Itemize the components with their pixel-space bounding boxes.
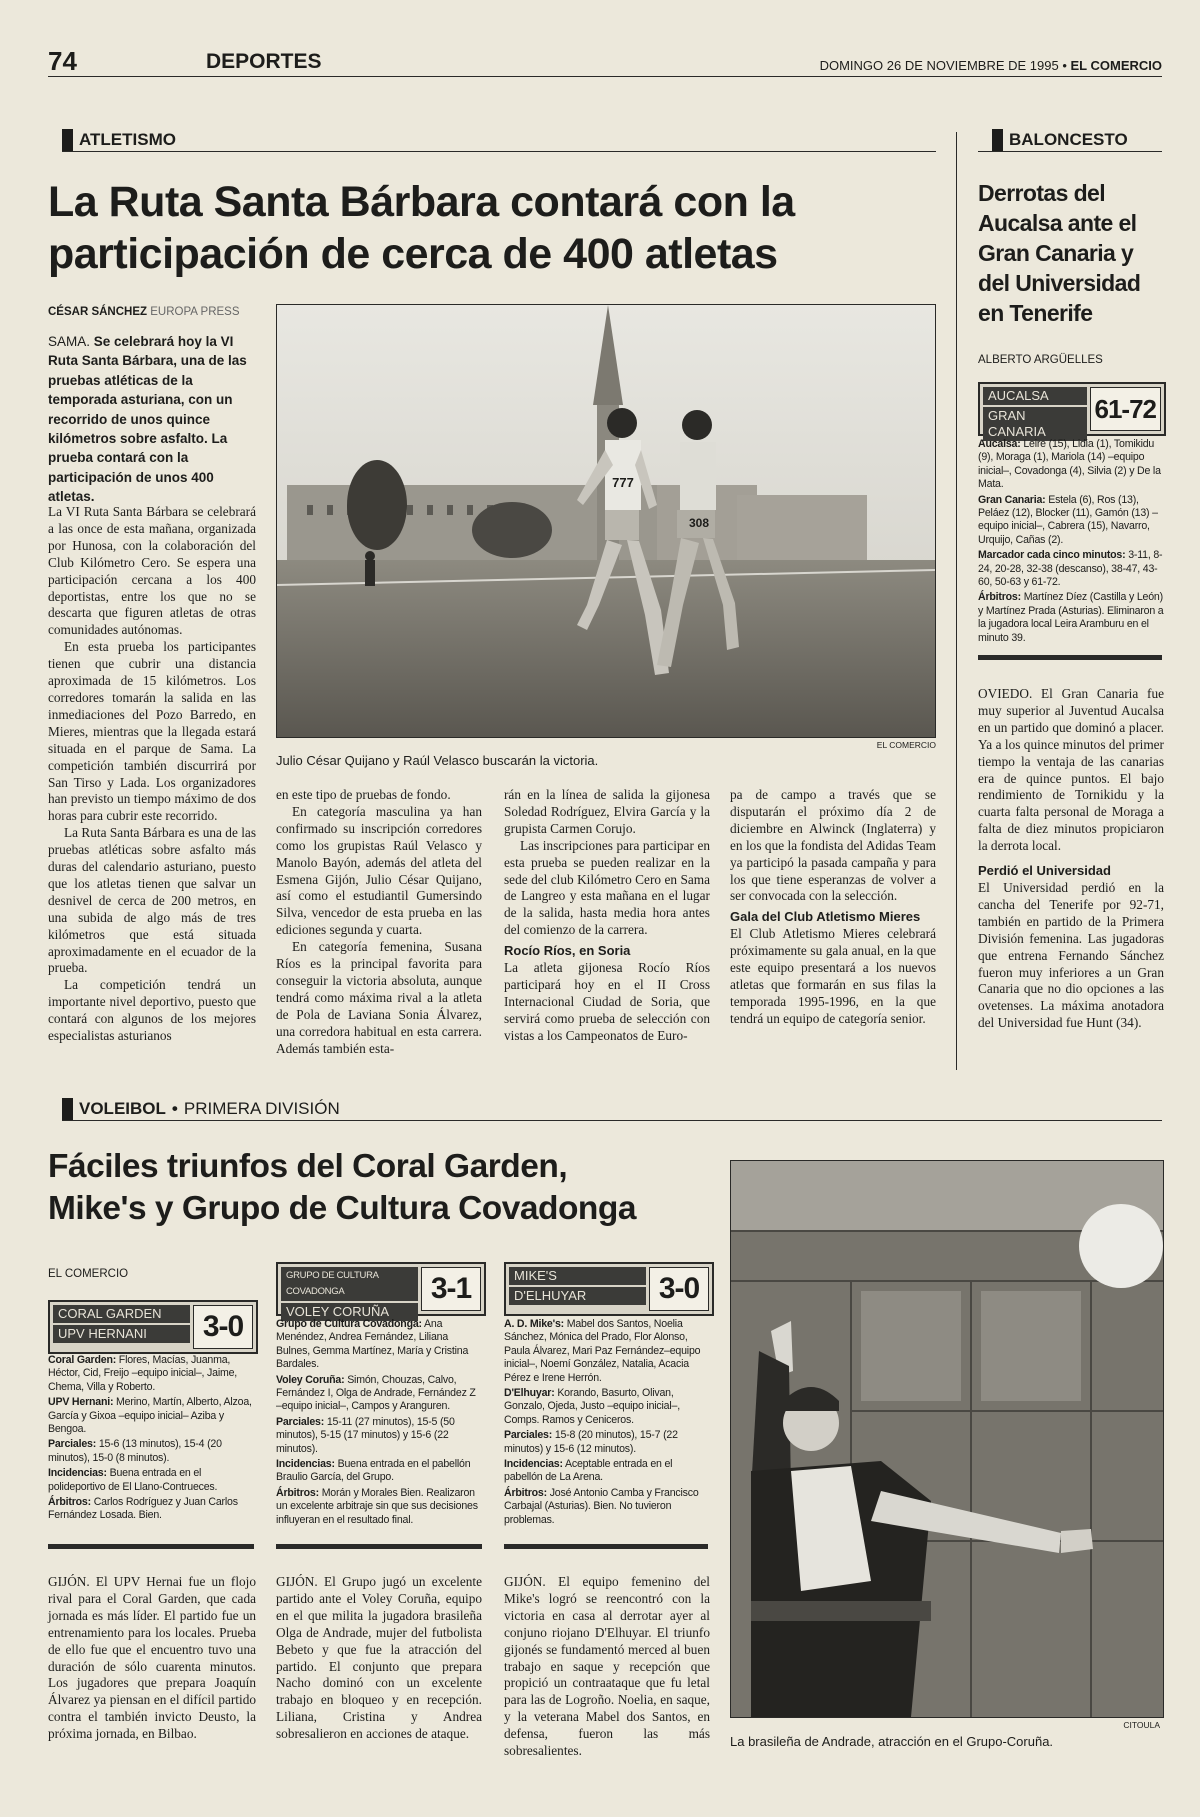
baloncesto-headline: Derrotas del Aucalsa ante el Gran Canaria y del Universidad en Tenerife <box>978 180 1141 326</box>
ficha-label: Voley Coruña: <box>276 1373 345 1386</box>
team-a: CORAL GARDEN <box>53 1305 190 1323</box>
voleibol-photo-credit: CITOULA <box>1123 1720 1160 1730</box>
ficha-text: 15-8 (20 minutos), 15-7 (22 minutos) y 15-6 (12 minutos). <box>504 1429 678 1455</box>
atletismo-headline-line2: participación de cerca de 400 atletas <box>48 230 778 278</box>
ficha-text: Carlos Rodríguez y Juan Carlos Fernández Losada. Bien. <box>48 1496 238 1522</box>
paragraph: La competición tendrá un importante nivel deportivo, puesto que contará con algunos de los mejores especialistas asturianos <box>48 977 256 1044</box>
match3-ficha <box>504 1318 710 1529</box>
ficha-text: Flores, Macías, Juanma, Héctor, Cid, Freijo –equipo inicial–, Jaime, Chema, Villa y Roberto. <box>48 1354 238 1393</box>
ficha-line <box>978 494 1164 548</box>
voleibol-headline-line1: Fáciles triunfos del Coral Garden, <box>48 1148 568 1185</box>
baloncesto-ficha <box>978 438 1164 647</box>
ficha-line <box>276 1458 484 1485</box>
final-score: 3-1 <box>421 1267 481 1311</box>
ficha-text: Buena entrada en el pabellón Braulio García, del Grupo. <box>276 1458 471 1484</box>
byline-name: CÉSAR SÁNCHEZ <box>48 306 148 318</box>
match1-scoreboard <box>48 1300 258 1354</box>
ficha-text: Morán y Morales Bien. Realizaron un excelente arbitraje sin que sus decisiones influyeran en el resultado final. <box>276 1486 478 1526</box>
team-b: UPV HERNANI <box>53 1325 190 1343</box>
atletismo-section-label <box>62 129 176 151</box>
ficha-text: 15-6 (13 minutos), 15-4 (20 minutos), 15-0 (8 minutos). <box>48 1438 222 1464</box>
atletismo-photo-caption: Julio César Quijano y Raúl Velasco buscarán la victoria. <box>276 753 599 768</box>
ficha-line <box>978 549 1164 589</box>
atletismo-photo <box>276 304 936 738</box>
baloncesto-rule <box>978 151 1162 152</box>
atletismo-col4 <box>730 787 936 1028</box>
match2-ficha-rule <box>276 1544 482 1549</box>
match3-ficha-rule <box>504 1544 708 1549</box>
baloncesto-scoreboard <box>978 382 1166 439</box>
volleyball <box>1079 1204 1163 1288</box>
atletismo-col2 <box>276 787 482 1058</box>
subheading-gala: Gala del Club Atletismo Mieres <box>730 909 921 925</box>
paper-name: EL COMERCIO <box>1070 58 1162 73</box>
ficha-label: Árbitros: <box>978 591 1021 604</box>
column-divider <box>956 132 957 1070</box>
section-title: DEPORTES <box>206 50 322 73</box>
ficha-text: Ana Menéndez, Andrea Fernández, Liliana Bulnes, Gemma Martínez, María y Cristina Bardales. <box>276 1318 469 1371</box>
ficha-line <box>276 1374 484 1414</box>
match2-ficha <box>276 1318 484 1529</box>
ficha-label: Incidencias: <box>276 1458 335 1471</box>
ficha-text: Simón, Chouzas, Calvo, Fernández I, Olga de Andrade, Fernández Z –equipo inicial–, Campos y Aranguren. <box>276 1373 476 1413</box>
ficha-line <box>48 1438 256 1465</box>
ficha-label: Grupo de Cultura Covadonga: <box>276 1318 422 1330</box>
ficha-label: Coral Garden: <box>48 1354 117 1366</box>
ficha-line <box>276 1487 484 1527</box>
atletismo-label-text: ATLETISMO <box>79 130 176 149</box>
scoreboard-teams <box>281 1267 418 1319</box>
issue-date <box>820 58 1162 73</box>
ficha-text: Buena entrada en el polideportivo de El Llano-Contrueces. <box>48 1467 218 1493</box>
baloncesto-body <box>978 686 1164 1032</box>
voleibol-sub-label: PRIMERA DIVISIÓN <box>183 1099 340 1118</box>
voleibol-headline-line2: Mike's y Grupo de Cultura Covadonga <box>48 1190 636 1227</box>
atletismo-byline <box>48 306 240 318</box>
ficha-label: Árbitros: <box>48 1496 91 1509</box>
paragraph: Las inscripciones para participar en esta prueba se pueden realizar en la sede del club Kilómetro Cero en Sama de Langreo y esta mañana en el lugar de la salida, hasta media hora antes del comienzo de la carrera. <box>504 837 710 938</box>
byline-agency: EUROPA PRESS <box>150 306 240 318</box>
voleibol-byline: EL COMERCIO <box>48 1268 129 1280</box>
match1-ficha <box>48 1354 256 1525</box>
ficha-label: D'Elhuyar: <box>504 1387 555 1400</box>
section-marker <box>992 129 1003 151</box>
ficha-text: Estela (6), Ros (13), Peláez (12), Blocker (11), Gamón (13) –equipo inicial–, Cabrera (15), Navarro, Urquijo, Cañas (2). <box>978 493 1158 546</box>
ficha-label: Parciales: <box>48 1438 97 1451</box>
scoreboard-teams <box>983 387 1087 439</box>
ficha-line <box>504 1318 710 1385</box>
paragraph: pa de campo a través que se disputarán el próximo día 2 de diciembre en Alwinck (Inglaterra) y en los que la fondista del Adidas Team ya participó la pasada campaña y para los que tiene esperanzas de volver a ser convocada con la selección. <box>730 787 936 904</box>
ficha-line <box>276 1318 484 1372</box>
paragraph: OVIEDO. El Gran Canaria fue muy superior al Juventud Aucalsa en un partido que dominó a placer. Ya a los quince minutos del primer tiempo la ventaja de las canarias era de quince puntos. El bajo rendimiento de Tornikidu y la cuarta falta personal de Moraga a falta de diez minutos propiciaron la derrota local. <box>978 686 1164 854</box>
section-separator: • <box>171 1099 178 1118</box>
voleibol-label-text: VOLEIBOL <box>79 1099 166 1118</box>
ficha-line <box>978 591 1164 645</box>
ficha-label: Parciales: <box>504 1429 553 1442</box>
volleyball-photo-illustration <box>731 1161 1163 1717</box>
paragraph: La atleta gijonesa Rocío Ríos participará hoy en el II Cross Internacional Ciudad de Soria, que servirá como prueba de selección con vistas a los Campeonatos de Euro- <box>504 960 710 1043</box>
paragraph: GIJÓN. El equipo femenino del Mike's logró se reencontró con la victoria en casa al derrotar ayer al conjuno riojano D'Elhuyar. El triunfo gijonés se fundamentó merced al buen trabajo en saque y recepción que propició un contraataque que fu letal para las de Logroño. Noelia, en saque, y la veterana Mabel dos Santos, en defensa, fueron las más sobresalientes. <box>504 1574 710 1759</box>
page-number: 74 <box>48 46 77 76</box>
baloncesto-section-label <box>992 129 1128 151</box>
atletismo-headline-line1: La Ruta Santa Bárbara contará con la <box>48 178 795 226</box>
match3-body <box>504 1574 710 1760</box>
lead-text: Se celebrará hoy la VI Ruta Santa Bárbara, una de las pruebas atléticas de la temporada asturiana, con un recorrido de unos quince kilómetros sobre asfalto. La prueba contará con la participación de unos 400 atletas. <box>48 334 247 505</box>
final-score: 3-0 <box>649 1267 709 1311</box>
ficha-label: Árbitros: <box>504 1486 547 1499</box>
paragraph: rán en la línea de salida la gijonesa Soledad Rodríguez, Elvira García y la grupista Carmen Corujo. <box>504 787 710 836</box>
match2-body <box>276 1574 482 1743</box>
baloncesto-byline: ALBERTO ARGÜELLES <box>978 354 1103 366</box>
ficha-line <box>48 1467 256 1494</box>
ficha-text: Merino, Martín, Alberto, Alzoa, García y Gixoa –equipo inicial– Aziba y Bengoa. <box>48 1396 252 1436</box>
paragraph: GIJÓN. El UPV Hernai fue un flojo rival para el Coral Garden, que cada jornada es más líder. El partido fue un entrenamiento para los locales. Prueba de ello fue que el encuentro tuvo una duración de sólo cuarenta minutos. Los jugadores que prepara Joaquín Álvarez ya piensan en el difícil partido contra el también invicto Deusto, la próxima jornada, en Bilbao. <box>48 1574 256 1742</box>
team-away: GRAN CANARIA <box>983 407 1087 441</box>
atletismo-lead <box>48 332 256 507</box>
team-a: MIKE'S <box>509 1267 646 1285</box>
date-text: DOMINGO 26 DE NOVIEMBRE DE 1995 • <box>819 58 1067 73</box>
match1-ficha-rule <box>48 1544 254 1549</box>
paragraph: El Universidad perdió en la cancha del Tenerife por 92-71, también en partido de la Primera División femenina. Las jugadoras que entrena Fernando Sánchez fueron muy inferiores a un Gran Canaria que no dio opciones a las ovetenses. La máxima anotadora del Universidad fue Hunt (34). <box>978 879 1164 1031</box>
lead-place: SAMA. <box>48 334 91 349</box>
bib-308: 308 <box>688 516 710 530</box>
ficha-line <box>276 1416 484 1456</box>
final-score: 61-72 <box>1090 387 1162 431</box>
match3-scoreboard <box>504 1262 714 1316</box>
paragraph: GIJÓN. El Grupo jugó un excelente partido ante el Voley Coruña, equipo en el que milita la jugadora brasileña Olga de Andrade, mujer del futbolista Bebeto y que fue la atracción del partido. El conjunto que prepara Nacho dominó con un excelente trabajo en bloqueo y en recepción. Liliana, Cristina y Andrea sobresalieron en acciones de ataque. <box>276 1574 482 1742</box>
paragraph: En categoría femenina, Susana Ríos es la principal favorita para conseguir la victoria absoluta, aunque tendrá como máxima rival a la atleta de Pola de Laviana Sonia Álvarez, una corredora habitual en esta carrera. Además también esta- <box>276 939 482 1056</box>
paragraph: en este tipo de pruebas de fondo. <box>276 787 451 802</box>
scoreboard-teams <box>509 1267 646 1311</box>
ficha-line <box>504 1458 710 1485</box>
ficha-text: Leire (15), Lidia (1), Tomikidu (9), Moraga (1), Mariola (14) –equipo inicial–, Covadonga (4), Silvia (2) y De la Mata. <box>978 438 1161 491</box>
voleibol-headline <box>48 1146 728 1230</box>
baloncesto-ficha-rule <box>978 655 1162 660</box>
team-home: AUCALSA <box>983 387 1087 405</box>
scoreboard-teams <box>53 1305 190 1349</box>
ficha-text: 15-11 (27 minutos), 15-5 (50 minutos), 5-15 (17 minutos) y 15-6 (22 minutos). <box>276 1415 455 1455</box>
team-b: VOLEY CORUÑA <box>281 1303 418 1321</box>
section-marker <box>62 129 73 151</box>
ficha-text: Mabel dos Santos, Noelia Sánchez, Mónica del Prado, Flor Alonso, Paula Álvarez, Mari Paz Fernández–equipo inicial–, Noemí González, Natalia, Acacia Pérez e Irene Herrón. <box>504 1318 701 1384</box>
team-a: GRUPO DE CULTURA COVADONGA <box>281 1267 418 1301</box>
ficha-text: 3-11, 8-24, 20-28, 32-38 (descanso), 38-47, 43-60, 50-63 y 61-72. <box>978 549 1163 589</box>
ficha-label: Árbitros: <box>276 1486 319 1499</box>
paragraph: En esta prueba los participantes tienen que cubrir una distancia aproximada de 15 kilómetros. Los corredores tomarán la salida en las inmediaciones del Pozo Barredo, en Mieres, mientras que la llegada estará situada en el parque de Sama. La competición también discurrirá por San Tirso y Lada. Los organizadores han previsto un tiempo máximo de dos horas para cubrir este recorrido. <box>48 639 256 824</box>
paragraph: La VI Ruta Santa Bárbara se celebrará a las once de esta mañana, organizada por Hunosa, con la colaboración del Club Kilómetro Cero. Se espera una participación cercana a los 400 deportistas, entre los que no se descarta que figuren atletas de otras comunidades autónomas. <box>48 504 256 638</box>
atletismo-photo-credit: EL COMERCIO <box>876 740 936 750</box>
ficha-line <box>48 1496 256 1523</box>
ficha-label: Marcador cada cinco minutos: <box>978 549 1126 562</box>
ficha-text: Martínez Díez (Castilla y León) y Martínez Prada (Asturias). Eliminaron a la jugadora local Leira Aramburu en el minuto 39. <box>978 591 1164 644</box>
section-marker <box>62 1098 73 1120</box>
bib-777: 777 <box>612 475 634 490</box>
ficha-line <box>48 1396 256 1436</box>
voleibol-photo <box>730 1160 1164 1718</box>
voleibol-section-label <box>62 1098 340 1120</box>
ficha-label: UPV Hernani: <box>48 1396 114 1409</box>
paragraph: En categoría masculina ya han confirmado su inscripción corredores como los grupistas Raúl Velasco y Manolo Bayón, además del atleta del Esmena Gijón, Julio César Quijano, así como el estudiantil Gumersindo Silva, vencedor de esta prueba en las ediciones segunda y cuarta. <box>276 803 482 938</box>
voleibol-photo-caption: La brasileña de Andrade, atracción en el Grupo-Coruña. <box>730 1734 1054 1749</box>
ficha-label: Parciales: <box>276 1415 325 1428</box>
subheading-rocio-rios: Rocío Ríos, en Soria <box>504 943 631 959</box>
paragraph: La Ruta Santa Bárbara es una de las pruebas atléticas sobre asfalto más duras del calendario asturiano, puesto que los atletas tienen que salvar un desnivel de cerca de 200 metros, en una subida de algo más de tres kilómetros que está situada aproximadamente en el ecuador de la prueba. <box>48 825 256 976</box>
ficha-label: Gran Canaria: <box>978 493 1046 506</box>
ficha-text: Korando, Basurto, Olivan, Gonzalo, Ojeda, Justo –equipo inicial–, Comps. Ramos y Ceniceros. <box>504 1387 680 1426</box>
ficha-text: José Antonio Camba y Francisco Carbajal (Asturias). Bien. No tuvieron problemas. <box>504 1486 699 1526</box>
ficha-label: Aucalsa: <box>978 438 1021 450</box>
ficha-line <box>504 1487 710 1527</box>
atletismo-col3 <box>504 787 710 1045</box>
team-b: D'ELHUYAR <box>509 1287 646 1305</box>
match1-body <box>48 1574 256 1743</box>
ficha-line <box>504 1429 710 1456</box>
atletismo-col1 <box>48 504 256 1045</box>
ficha-line <box>504 1387 710 1427</box>
atletismo-rule <box>62 151 936 152</box>
ficha-label: Incidencias: <box>48 1467 107 1480</box>
runners-photo-illustration <box>277 305 935 737</box>
paragraph: El Club Atletismo Mieres celebrará próximamente su gala anual, en la que este equipo presentará a los nuevos atletas que formarán en sus filas la temporada 1995-1996, en la que tendrá un equipo de categoría senior. <box>730 926 936 1026</box>
masthead-rule <box>48 76 1162 77</box>
atletismo-headline <box>48 176 938 280</box>
ficha-text: Aceptable entrada en el pabellón de La Arena. <box>504 1458 673 1484</box>
match2-scoreboard <box>276 1262 486 1319</box>
voleibol-rule <box>62 1120 1162 1121</box>
ficha-label: Incidencias: <box>504 1458 563 1471</box>
ficha-line <box>48 1354 256 1394</box>
ficha-line <box>978 438 1164 492</box>
ficha-label: A. D. Mike's: <box>504 1318 564 1330</box>
final-score: 3-0 <box>193 1305 253 1349</box>
baloncesto-label-text: BALONCESTO <box>1009 130 1128 149</box>
subheading-universidad: Perdió el Universidad <box>978 863 1111 879</box>
